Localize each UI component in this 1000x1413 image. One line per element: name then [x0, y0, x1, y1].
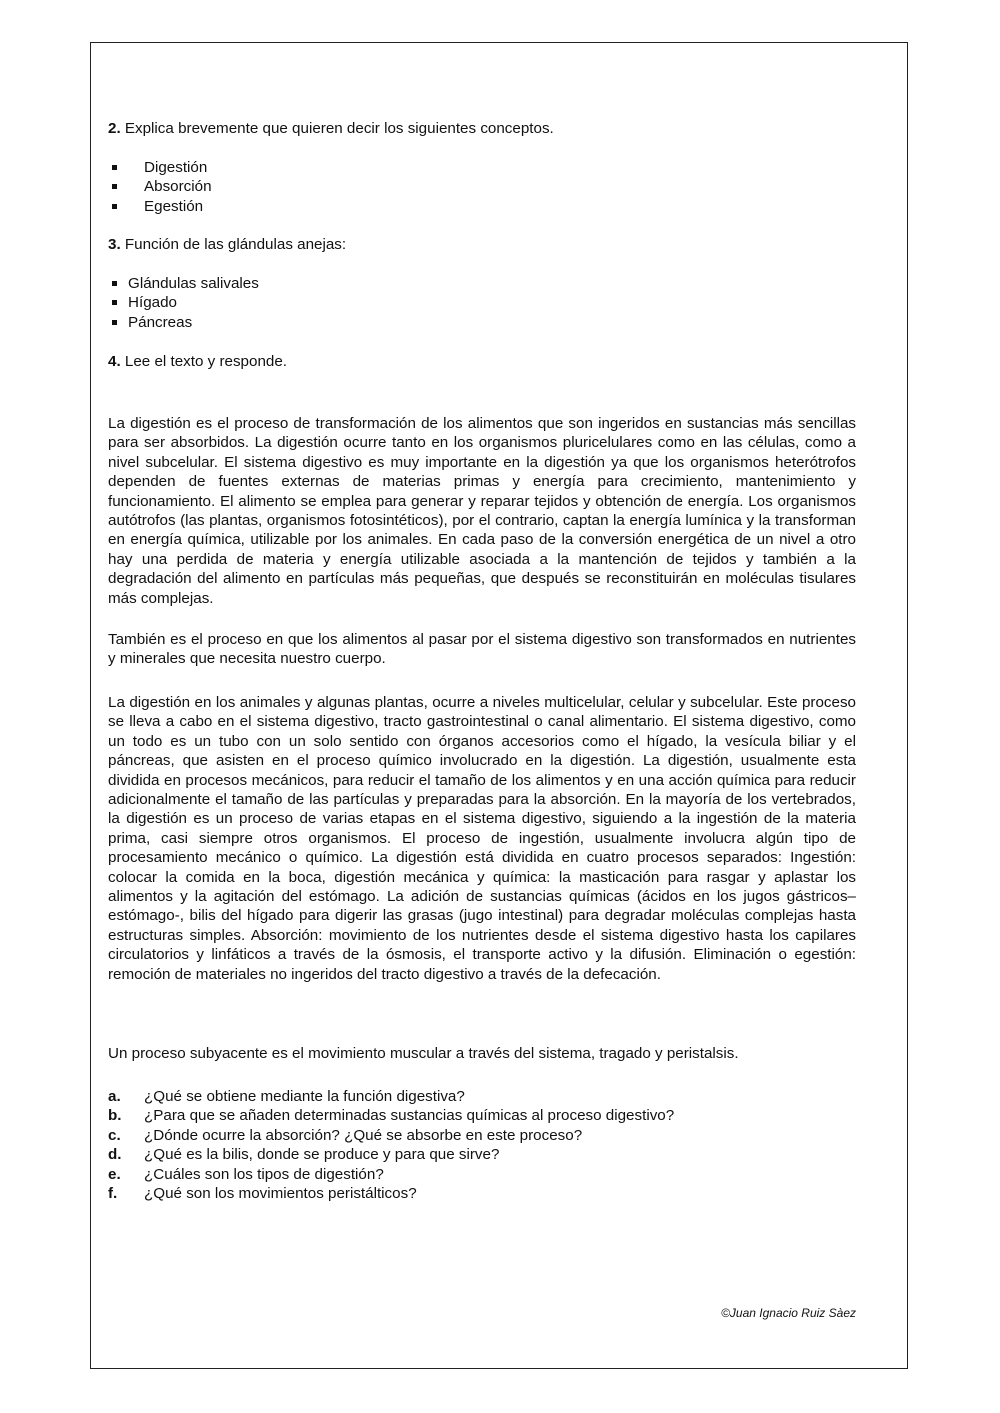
question-3-number: 3.: [108, 236, 121, 253]
question-2: [108, 119, 856, 138]
question-4-heading: [108, 352, 856, 371]
list-item: Páncreas: [108, 313, 856, 332]
question-item: e. ¿Cuáles son los tipos de digestión?: [108, 1165, 384, 1183]
square-bullet-icon: [112, 281, 117, 286]
list-item: Digestión: [108, 158, 856, 177]
question-4: [108, 352, 856, 371]
question-3-text: Función de las glándulas anejas:: [120, 236, 347, 253]
list-item: Hígado: [108, 293, 856, 312]
question-item: b. ¿Para que se añaden determinadas sustancias químicas al proceso digestivo?: [108, 1107, 675, 1125]
square-bullet-icon: [112, 300, 117, 305]
question-item: a. ¿Qué se obtiene mediante la función digestiva?: [108, 1088, 465, 1105]
square-bullet-icon: [112, 320, 117, 325]
question-item: c. ¿Dónde ocurre la absorción? ¿Qué se absorbe en este proceso?: [108, 1126, 583, 1144]
square-bullet-icon: [112, 204, 117, 209]
question-3: [108, 235, 856, 254]
question-item: f. ¿Qué son los movimientos peristálticos?: [108, 1184, 417, 1202]
reading-text-2: [108, 630, 856, 669]
reading-text: [108, 414, 856, 608]
square-bullet-icon: [112, 184, 117, 189]
author-footer: ©Juan Ignacio Ruiz Sàez: [721, 1306, 856, 1320]
reading-text-3: [108, 693, 856, 984]
question-2-number: 2.: [108, 120, 121, 137]
concepts-list: [108, 158, 856, 216]
reading-paragraph-3: La digestión en los animales y algunas plantas, ocurre a niveles multicelular, celular y subcelular. Este proceso se lleva a cabo en el sistema digestivo, tracto gastrointestinal o canal alimentario. El sistema digestivo, como un todo es un tubo con un solo sentido con órganos accesorios como el hígado, la vesícula biliar y el páncreas, que asisten en el proceso químico involucrado en la digestión. La digestión, usualmente esta dividida en procesos mecánicos, para reducir el tamaño de los alimentos y en una acción química para reducir adicionalmente el tamaño de las partículas y preparadas para la absorción. En la mayoría de los vertebrados, la digestión es un proceso de varias etapas en el sistema digestivo, siguiendo a la ingestión de la materia prima, casi siempre otros organismos. El proceso de ingestión, usualmente involucra algún tipo de procesamiento mecánico o químico. La digestión está dividida en cuatro procesos separados: Ingestión: colocar la comida en la boca, digestión mecánica y química: la masticación para rasgar y aplastar los alimentos y la agitación del estómago. La adición de sustancias químicas (ácidos en los jugos gástricos–estómago-, bilis del hígado para digerir las grasas (jugo intestinal) para degradar moléculas complejas hasta estructuras simples. Absorción: movimiento de los nutrientes desde el sistema digestivo hasta los capilares circulatorios y linfáticos a través de la ósmosis, el transporte activo y la difusión. Eliminación o egestión: remoción de materiales no ingeridos del tracto digestivo a través de la defecación.: [108, 694, 856, 983]
list-item: Absorción: [108, 177, 856, 196]
list-item: Glándulas salivales: [108, 274, 856, 293]
question-3-heading: [108, 235, 856, 254]
reading-paragraph-2: También es el proceso en que los alimentos al pasar por el sistema digestivo son transformados en nutrientes y minerales que necesita nuestro cuerpo.: [108, 631, 856, 668]
glands-list: [108, 274, 856, 332]
question-4-number: 4.: [108, 353, 121, 370]
question-2-text: Explica brevemente que quieren decir los siguientes conceptos.: [120, 120, 554, 137]
question-item: d. ¿Qué es la bilis, donde se produce y para que sirve?: [108, 1146, 500, 1164]
questions-list: [108, 1087, 856, 1203]
question-2-heading: [108, 119, 856, 138]
question-4-text: Lee el texto y responde.: [120, 353, 288, 370]
list-item: Egestión: [108, 197, 856, 216]
reading-paragraph-1: La digestión es el proceso de transformación de los alimentos que son ingeridos en sustancias más sencillas para ser absorbidos. La digestión ocurre tanto en los organismos pluricelulares como en las células, como a nivel subcelular. El sistema digestivo es muy importante en la digestión ya que los organismos heterótrofos dependen de fuentes externas de materias primas y energía para crecimiento, mantenimiento y funcionamiento. El alimento se emplea para generar y reparar tejidos y obtención de energía. Los organismos autótrofos (las plantas, organismos fotosintéticos), por el contrario, captan la energía lumínica y la transforman en energía química, utilizable por los animales. En cada paso de la conversión energética de un nivel a otro hay una perdida de materia y energía utilizable asociada a la mantención de tejidos y también a la degradación del alimento en partículas más pequeñas, que después se reconstituirán en moléculas tisulares más complejas.: [108, 415, 856, 607]
reading-paragraph-4: Un proceso subyacente es el movimiento muscular a través del sistema, tragado y peristalsis.: [108, 1045, 739, 1062]
square-bullet-icon: [112, 165, 117, 170]
reading-text-4: [108, 1044, 856, 1063]
